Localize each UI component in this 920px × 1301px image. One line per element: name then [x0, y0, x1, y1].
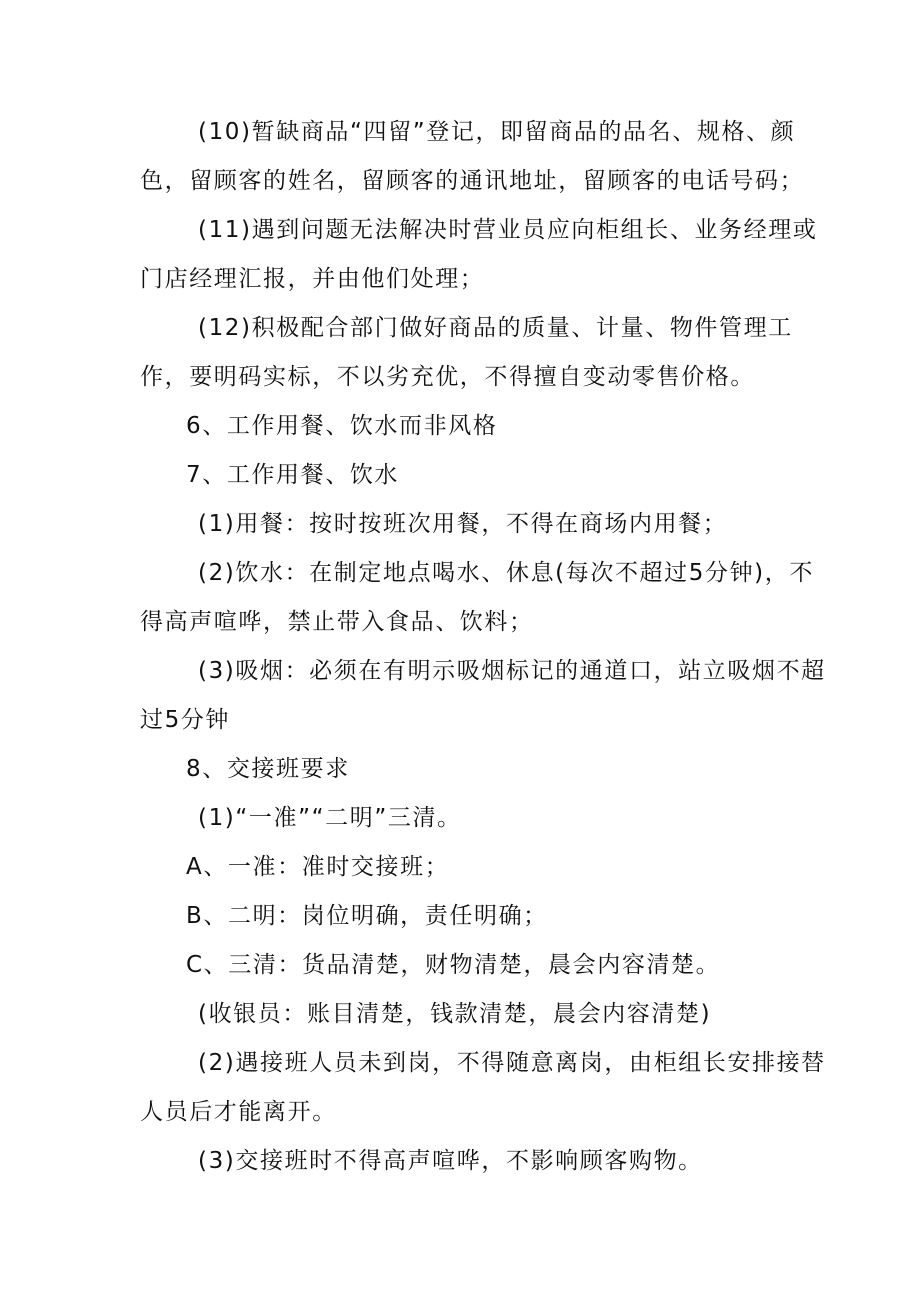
- paragraph-line: (12)积极配合部门做好商品的质量、计量、物件管理工: [198, 315, 793, 341]
- paragraph-line: (收银员：账目清楚，钱款清楚，晨会内容清楚): [198, 1001, 712, 1027]
- paragraph-line: 过5分钟: [140, 707, 231, 733]
- list-item: B、二明：岗位明确，责任明确；: [186, 903, 548, 929]
- section-heading: 8、交接班要求: [186, 756, 350, 782]
- paragraph-line: (3)交接班时不得高声喧哗，不影响顾客购物。: [198, 1148, 703, 1174]
- list-item: A、一准：准时交接班；: [186, 854, 450, 880]
- paragraph-line: (3)吸烟：必须在有明示吸烟标记的通道口，站立吸烟不超: [198, 658, 826, 684]
- paragraph-line: (1)“一准”“二明”三清。: [198, 805, 462, 831]
- paragraph-line: 得高声喧哗，禁止带入食品、饮料；: [140, 609, 534, 635]
- paragraph-line: 色，留顾客的姓名，留顾客的通讯地址，留顾客的电话号码；: [140, 168, 805, 194]
- paragraph-line: 作，要明码实标，不以劣充优，不得擅自变动零售价格。: [140, 364, 755, 390]
- paragraph-line: (11)遇到问题无法解决时营业员应向柜组长、业务经理或: [198, 217, 818, 243]
- paragraph-line: (10)暂缺商品“四留”登记，即留商品的品名、规格、颜: [198, 119, 796, 145]
- paragraph-line: 人员后才能离开。: [140, 1099, 337, 1125]
- paragraph-line: (2)遇接班人员未到岗，不得随意离岗，由柜组长安排接替: [198, 1050, 826, 1076]
- paragraph-line: 门店经理汇报，并由他们处理；: [140, 266, 485, 292]
- section-heading: 7、工作用餐、饮水: [186, 462, 400, 488]
- paragraph-line: (2)饮水：在制定地点喝水、休息(每次不超过5分钟)，不: [198, 560, 814, 586]
- list-item: C、三清：货品清楚，财物清楚，晨会内容清楚。: [186, 952, 721, 978]
- section-heading: 6、工作用餐、饮水而非风格: [186, 413, 498, 439]
- paragraph-line: (1)用餐：按时按班次用餐，不得在商场内用餐；: [198, 511, 728, 537]
